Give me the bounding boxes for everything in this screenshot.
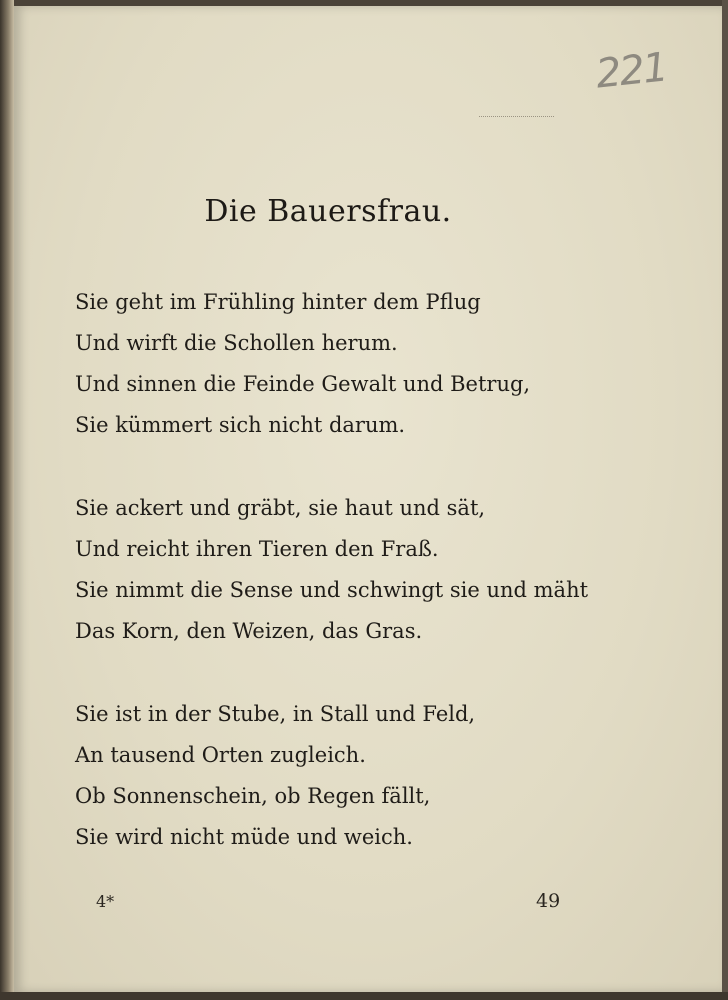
poem-line: Sie geht im Frühling hinter dem Pflug <box>75 290 481 314</box>
page-number: 49 <box>536 890 561 912</box>
poem-body <box>75 282 595 900</box>
poem-line: Sie wird nicht müde und weich. <box>75 825 413 849</box>
poem-line: An tausend Orten zugleich. <box>75 743 366 767</box>
poem-line: Ob Sonnenschein, ob Regen fällt, <box>75 784 431 808</box>
page-edge-bottom <box>0 992 728 1000</box>
poem-line: Und sinnen die Feinde Gewalt und Betrug, <box>75 372 531 396</box>
stanza <box>75 488 595 652</box>
pencil-rule <box>479 116 554 117</box>
stanza <box>75 282 595 446</box>
stanza <box>75 694 595 858</box>
signature-mark: 4* <box>96 892 115 911</box>
poem-line: Sie ackert und gräbt, sie haut und sät, <box>75 496 486 520</box>
page-edge-right <box>722 0 728 1000</box>
poem-line: Und reicht ihren Tieren den Fraß. <box>75 537 439 561</box>
poem-line: Sie nimmt die Sense und schwingt sie und mäht <box>75 578 589 602</box>
poem-line: Und wirft die Schollen herum. <box>75 331 398 355</box>
poem-title: Die Bauersfrau. <box>204 194 452 229</box>
poem-line: Sie ist in der Stube, in Stall und Feld, <box>75 702 476 726</box>
poem-line: Sie kümmert sich nicht darum. <box>75 413 406 437</box>
poem-line: Das Korn, den Weizen, das Gras. <box>75 619 423 643</box>
handwritten-folio-number: 221 <box>593 44 669 98</box>
book-page <box>14 6 722 992</box>
book-spine <box>0 0 14 1000</box>
